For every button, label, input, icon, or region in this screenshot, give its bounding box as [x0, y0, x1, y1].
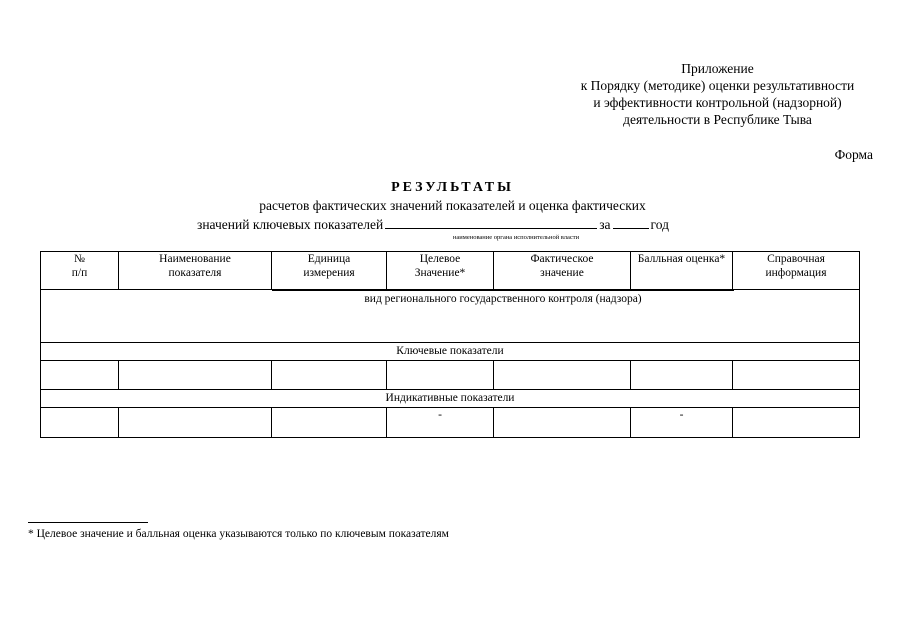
- subtitle-suffix: год: [650, 217, 669, 232]
- control-type-cell[interactable]: [41, 290, 860, 343]
- key-indicators-section-row: [41, 343, 860, 361]
- table-header-row: [41, 252, 860, 290]
- header-cell-reference: Справочная информация: [733, 252, 860, 290]
- table-cell[interactable]: [272, 408, 387, 438]
- header-cell-unit: Единица измерения: [272, 252, 387, 290]
- header-cell-name: Наименование показателя: [119, 252, 272, 290]
- appendix-line-4: деятельности в Республике Тыва: [623, 112, 812, 127]
- table-cell[interactable]: [119, 361, 272, 390]
- control-type-caption: вид регионального государственного контроля (надзора): [272, 290, 734, 306]
- appendix-line-3: и эффективности контрольной (надзорной): [593, 95, 842, 110]
- footnote-text: * Целевое значение и балльная оценка указываются только по ключевым показателям: [28, 528, 449, 540]
- organ-caption: наименование органа исполнительной власти: [452, 234, 580, 241]
- results-table: [40, 251, 860, 438]
- document-title: РЕЗУЛЬТАТЫ: [391, 180, 514, 195]
- table-cell[interactable]: [494, 408, 631, 438]
- subtitle-prefix: значений ключевых показателей: [197, 217, 384, 232]
- control-type-row: [41, 290, 860, 343]
- header-cell-score: Балльная оценка*: [631, 252, 733, 290]
- header-cell-target: Целевое Значение*: [387, 252, 494, 290]
- appendix-block: [480, 60, 905, 128]
- table-cell[interactable]: [494, 361, 631, 390]
- table-cell[interactable]: -: [387, 408, 494, 438]
- subtitle-line-2: [197, 216, 669, 233]
- table-cell[interactable]: [733, 361, 860, 390]
- header-cell-number: № п/п: [41, 252, 119, 290]
- table-cell[interactable]: [733, 408, 860, 438]
- indicative-indicators-label: Индикативные показатели: [41, 390, 860, 408]
- form-label: Форма: [834, 147, 873, 162]
- table-cell[interactable]: [272, 361, 387, 390]
- appendix-line-2: к Порядку (методике) оценки результативности: [580, 78, 855, 93]
- indicative-indicators-section-row: [41, 390, 860, 408]
- table-cell[interactable]: [41, 408, 119, 438]
- header-cell-actual: Фактическое значение: [494, 252, 631, 290]
- table-cell[interactable]: [119, 408, 272, 438]
- year-blank[interactable]: [613, 216, 649, 229]
- key-indicators-label: Ключевые показатели: [41, 343, 860, 361]
- table-cell[interactable]: [631, 361, 733, 390]
- table-row: [41, 361, 860, 390]
- subtitle-line-1: расчетов фактических значений показателей и оценка фактических: [259, 198, 646, 213]
- footnote-separator: [28, 522, 148, 523]
- organ-name-blank[interactable]: [385, 216, 597, 229]
- subtitle-mid: за: [599, 217, 611, 232]
- appendix-line-1: Приложение: [681, 61, 754, 76]
- table-cell[interactable]: [387, 361, 494, 390]
- table-cell[interactable]: -: [631, 408, 733, 438]
- table-cell[interactable]: [41, 361, 119, 390]
- table-row: [41, 408, 860, 438]
